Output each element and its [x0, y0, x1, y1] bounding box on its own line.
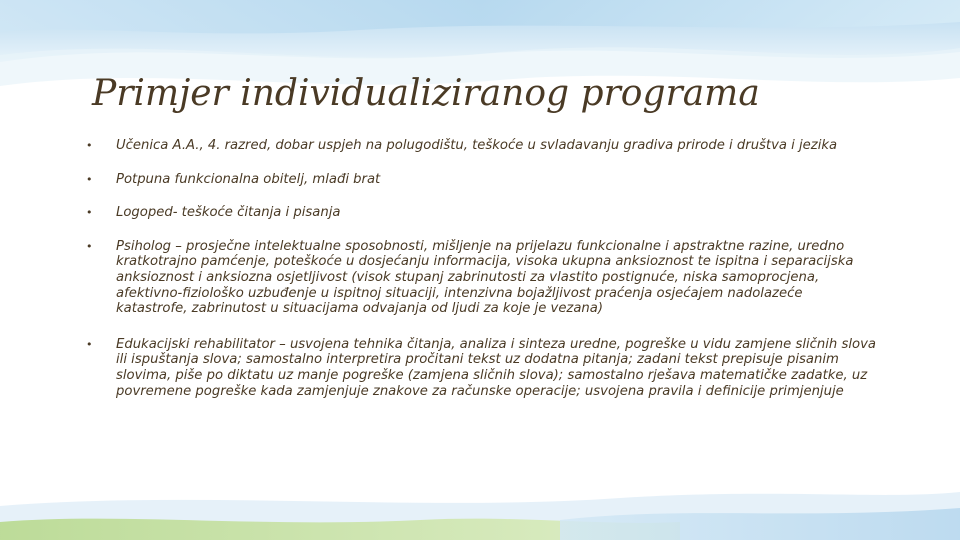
bullet-item-rehabilitator: [86, 337, 876, 399]
bullet-dot-icon: •: [86, 139, 93, 152]
bullet-list: [86, 138, 876, 417]
bullet-dot-icon: •: [86, 239, 93, 253]
bullet-item-student: [86, 138, 876, 154]
bullet-text: Psiholog – prosječne intelektualne sposobnosti, mišljenje na prijelazu funkcionalne i apstraktne razine, uredno kratkotrajno pamćenje, poteškoće u dosjećanju informacija, visoka ukupna anksioznost te ispitna i separacijska anksioznost i anksiozna osjetljivost (visok stupanj zabrinutosti za vlastito postignuće, niska samoprocjena, afektivno-fiziološko uzbuđenje u ispitnoj situaciji, intenzivna bojažljivost praćenja osjećajem nadolazeće katastrofe, zabrinutost u situacijama odvajanja od ljudi za koje je vezana): [116, 238, 854, 317]
bullet-dot-icon: •: [86, 206, 93, 220]
bullet-dot-icon: •: [86, 172, 93, 186]
bullet-text: Učenica A.A., 4. razred, dobar uspjeh na polugodištu, teškoće u svladavanju gradiva prirode i društva i jezika: [116, 138, 838, 153]
bullet-text: Edukacijski rehabilitator – usvojena tehnika čitanja, analiza i sinteza uredne, pogreške u vidu zamjene sličnih slova ili ispuštanja slova; samostalno interpretira pročitani tekst uz dodatna pitanja; zadani tekst prepisuje pisanim slovima, piše po diktatu uz manje pogreške (zamjena sličnih slova); samostalno rješava matematičke zadatke, uz povremene pogreške kada zamjenjuje znakove za računske operacije; usvojena pravila i definicije primjenjuje: [116, 336, 876, 399]
bullet-text: Logoped- teškoće čitanja i pisanja: [116, 205, 341, 221]
bullet-item-speech-therapist: [86, 205, 876, 221]
slide-title: Primjer individualiziranog programa: [92, 73, 760, 114]
bullet-dot-icon: •: [86, 337, 93, 351]
bullet-text: Potpuna funkcionalna obitelj, mlađi brat: [116, 171, 381, 187]
bullet-item-family: [86, 172, 876, 188]
bullet-item-psychologist: [86, 239, 876, 317]
